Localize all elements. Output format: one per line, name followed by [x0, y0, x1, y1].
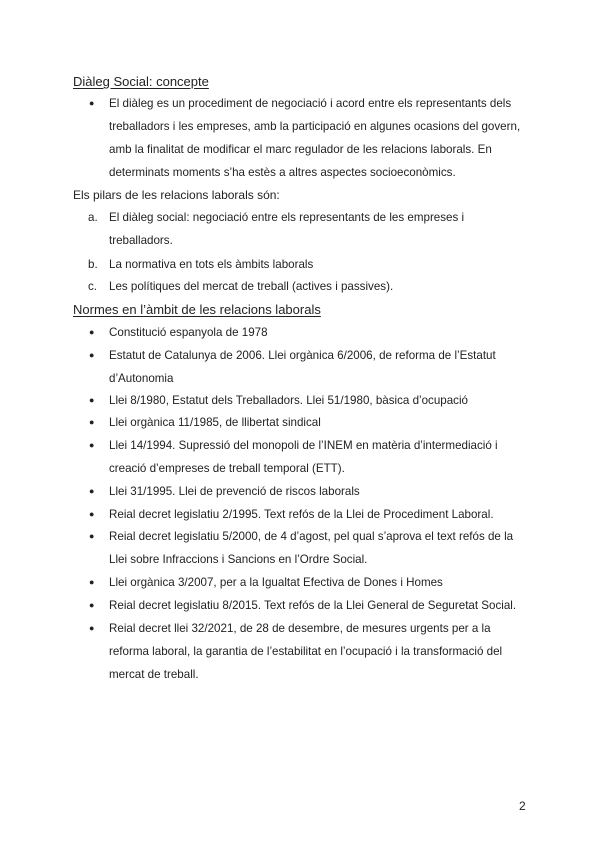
bullet-icon: ● — [89, 486, 95, 496]
section-heading-normes: Normes en l’àmbit de les relacions laborals — [73, 302, 321, 317]
list-item-text: Reial decret legislatiu 8/2015. Text refós de la Llei General de Seguretat Social. — [109, 599, 517, 612]
list-marker: a. — [88, 211, 98, 224]
list-item-text: Reial decret llei 32/2021, de 28 de desembre, de mesures urgents per a la reforma laboral, la garantia de l’estabilitat en l’ocupació i la transformació del mercat de treball. — [109, 622, 503, 681]
bullet-icon: ● — [89, 600, 95, 610]
bullet-icon: ● — [89, 395, 95, 405]
list-marker: b. — [88, 258, 98, 271]
list-item-text: Constitució espanyola de 1978 — [109, 326, 268, 339]
list-item-text: El diàleg es un procediment de negociació i acord entre els representants dels treballadors i les empreses, amb la participació en algunes ocasions del govern, amb la finalitat de modificar el marc regulador de les relacions laborals. En determinats moments s’ha estès a altres aspectes socioeconòmics. — [109, 97, 521, 179]
list-item-text: Llei orgànica 11/1985, de llibertat sindical — [109, 416, 321, 429]
page-number: 2 — [519, 799, 526, 813]
list-item-text: La normativa en tots els àmbits laborals — [109, 258, 314, 271]
bullet-icon: ● — [89, 531, 95, 541]
list-item-text: Estatut de Catalunya de 2006. Llei orgànica 6/2006, de reforma de l’Estatut d’Autonomia — [109, 349, 496, 385]
bullet-icon: ● — [89, 350, 95, 360]
bullet-icon: ● — [89, 509, 95, 519]
list-item-text: El diàleg social: negociació entre els representants de les empreses i treballadors. — [109, 211, 465, 247]
list-item-text: Llei 31/1995. Llei de prevenció de riscos laborals — [109, 485, 360, 498]
list-item-text: Llei 14/1994. Supressió del monopoli de l’INEM en matèria d’intermediació i creació d’empreses de treball temporal (ETT). — [109, 439, 498, 475]
bullet-icon: ● — [89, 577, 95, 587]
pillars-intro: Els pilars de les relacions laborals són: — [73, 188, 280, 202]
bullet-icon: ● — [89, 440, 95, 450]
list-item-text: Llei orgànica 3/2007, per a la Igualtat Efectiva de Dones i Homes — [109, 576, 443, 589]
list-item-text: Les polítiques del mercat de treball (actives i passives). — [109, 280, 394, 293]
bullet-icon: ● — [89, 623, 95, 633]
section-heading-dialeg-social: Diàleg Social: concepte — [73, 74, 209, 89]
list-item-text: Reial decret legislatiu 2/1995. Text refós de la Llei de Procediment Laboral. — [109, 508, 494, 521]
list-marker: c. — [88, 280, 98, 293]
bullet-icon: ● — [89, 417, 95, 427]
bullet-icon: ● — [89, 327, 95, 337]
list-item-text: Reial decret legislatiu 5/2000, de 4 d’agost, pel qual s’aprova el text refós de la Llei sobre Infraccions i Sancions en l’Ordre Social. — [109, 530, 514, 566]
bullet-icon: ● — [89, 98, 95, 108]
list-item-text: Llei 8/1980, Estatut dels Treballadors. Llei 51/1980, bàsica d’ocupació — [109, 394, 468, 407]
